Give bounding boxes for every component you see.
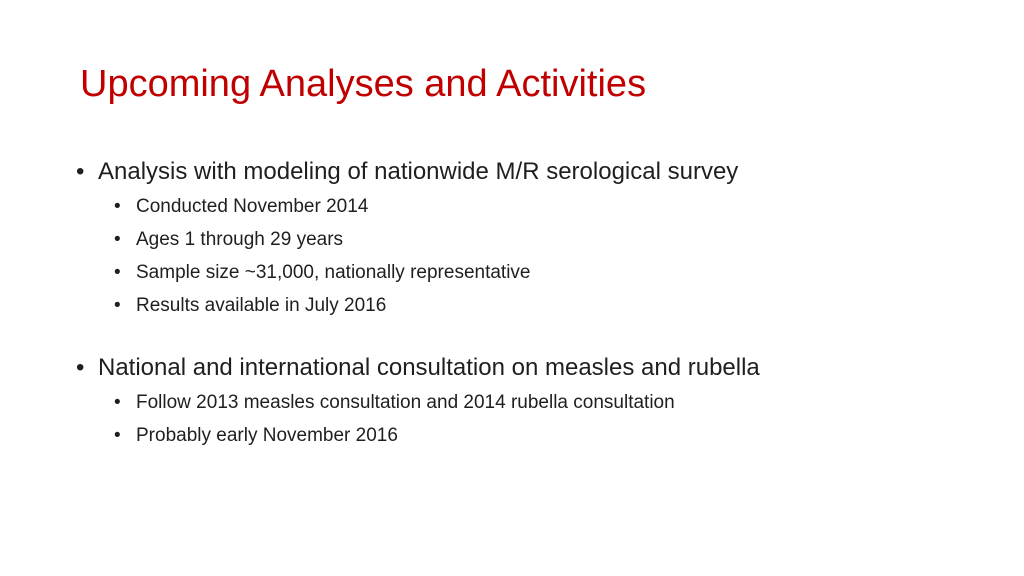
sub-bullet-item (76, 190, 976, 223)
sub-bullet-item (76, 223, 976, 256)
sub-bullet-item (76, 386, 976, 419)
sub-bullet-text: Sample size ~31,000, nationally representative (136, 262, 531, 283)
sub-bullet-text: Results available in July 2016 (136, 295, 387, 316)
bullet-section-consultation (76, 350, 976, 452)
sub-bullet-item (76, 256, 976, 289)
bullet-icon: • (76, 158, 85, 185)
bullet-level1 (76, 350, 976, 386)
slide-title: Upcoming Analyses and Activities (80, 63, 647, 105)
sub-bullet-text: Ages 1 through 29 years (136, 229, 344, 250)
bullet-icon: • (114, 295, 121, 316)
slide-content (76, 154, 976, 480)
bullet-icon: • (76, 354, 85, 381)
sub-bullet-text: Conducted November 2014 (136, 196, 369, 217)
bullet-text: National and international consultation on measles and rubella (98, 354, 760, 381)
sub-bullet-item (76, 419, 976, 452)
bullet-icon: • (114, 392, 121, 413)
bullet-icon: • (114, 229, 121, 250)
bullet-icon: • (114, 262, 121, 283)
bullet-text: Analysis with modeling of nationwide M/R serological survey (98, 158, 739, 185)
sub-bullet-text: Follow 2013 measles consultation and 2014 rubella consultation (136, 392, 675, 413)
bullet-icon: • (114, 196, 121, 217)
sub-bullet-text: Probably early November 2016 (136, 425, 398, 446)
sub-bullet-list (76, 190, 976, 322)
sub-bullet-list (76, 386, 976, 452)
bullet-section-serological-survey (76, 154, 976, 322)
sub-bullet-item (76, 289, 976, 322)
bullet-level1 (76, 154, 976, 190)
bullet-icon: • (114, 425, 121, 446)
